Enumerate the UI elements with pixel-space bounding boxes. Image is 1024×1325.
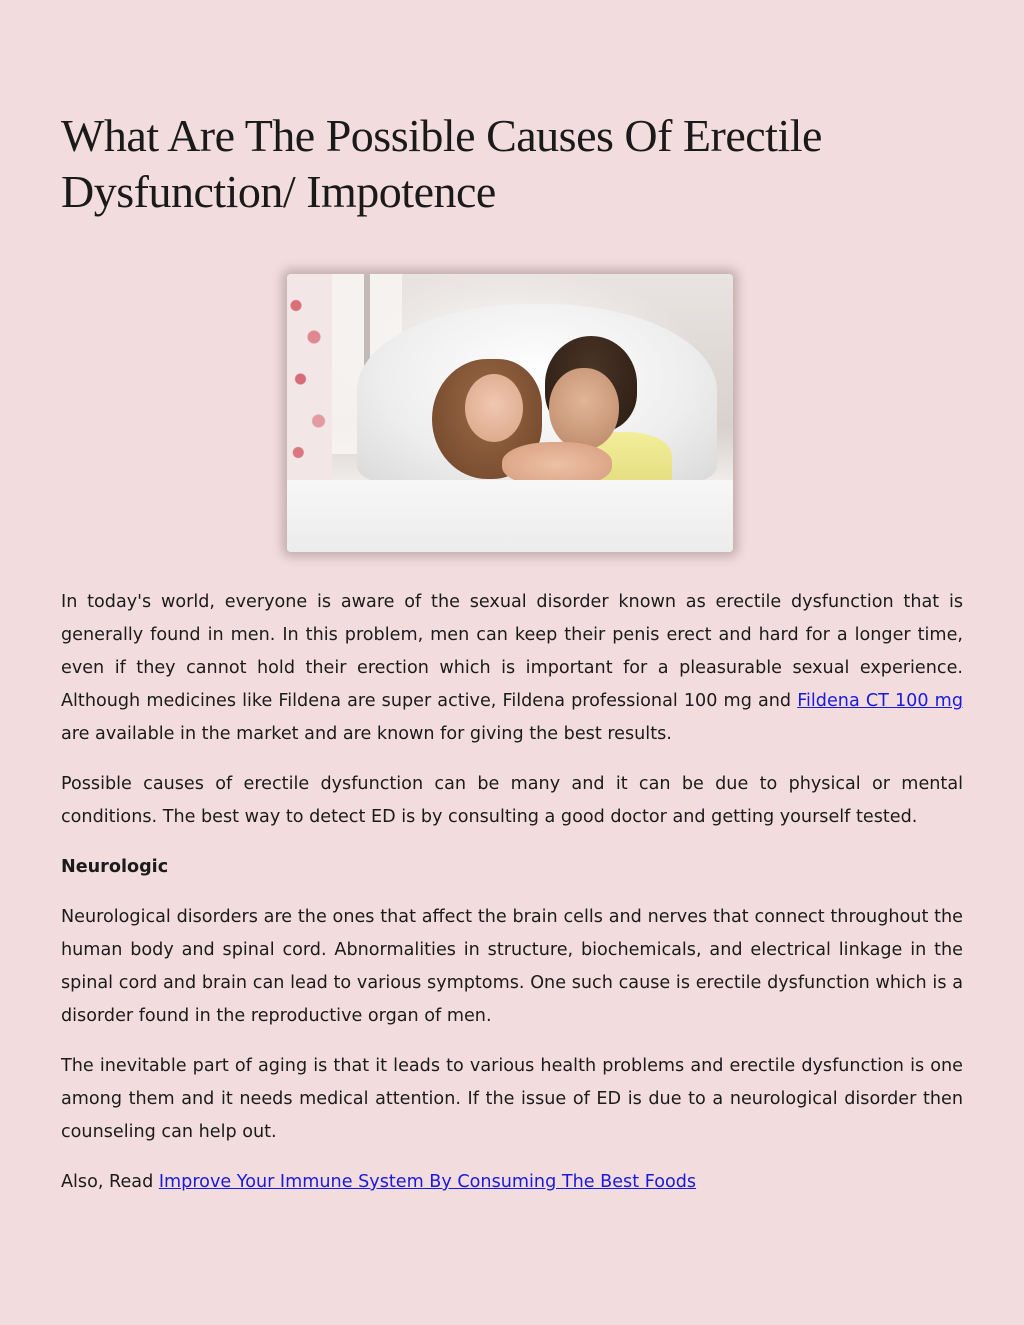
immune-system-link[interactable]: Improve Your Immune System By Consuming The Best Foods [158,1172,697,1192]
intro-text-before: In today's world, everyone is aware of the sexual disorder known as erectile dysfunction that is generally found in men. In this problem, men can keep their penis erect and hard for a longer time, even if they cannot hold their erection which is important for a pleasurable sexual experience. Although medicines like Fildena are super active, Fildena professional 100 mg and [61,592,963,711]
also-read-prefix: Also, Read [61,1172,159,1192]
man-face-shape [549,368,619,450]
causes-paragraph: Possible causes of erectile dysfunction can be many and it can be due to physical or mental conditions. The best way to detect ED is by consulting a good doctor and getting yourself tested. [61,774,963,827]
intro-paragraph [61,586,963,751]
fildena-ct-link[interactable]: Fildena CT 100 mg [797,691,963,711]
curtain-decoration [287,274,332,484]
also-read-line [61,1166,963,1199]
woman-face-shape [465,374,523,442]
document-page [61,108,963,1192]
page-title: What Are The Possible Causes Of Erectile Dysfunction/ Impotence [61,110,822,217]
bed-shape [287,480,733,552]
intro-text-after: are available in the market and are known for giving the best results. [61,724,672,744]
neurologic-paragraph: Neurological disorders are the ones that affect the brain cells and nerves that connect throughout the human body and spinal cord. Abnormalities in structure, biochemicals, and electrical linkage in the spinal cord and brain can lead to various symptoms. One such cause is erectile dysfunction which is a disorder found in the reproductive organ of men. [61,907,963,1026]
couple-in-bed-photo [287,274,733,552]
aging-paragraph: The inevitable part of aging is that it leads to various health problems and erectile dysfunction is one among them and it needs medical attention. If the issue of ED is due to a neurological disorder then counseling can help out. [61,1056,963,1142]
article-body [61,586,963,1216]
section-heading-neurologic: Neurologic [61,857,169,877]
article-image [287,274,733,552]
